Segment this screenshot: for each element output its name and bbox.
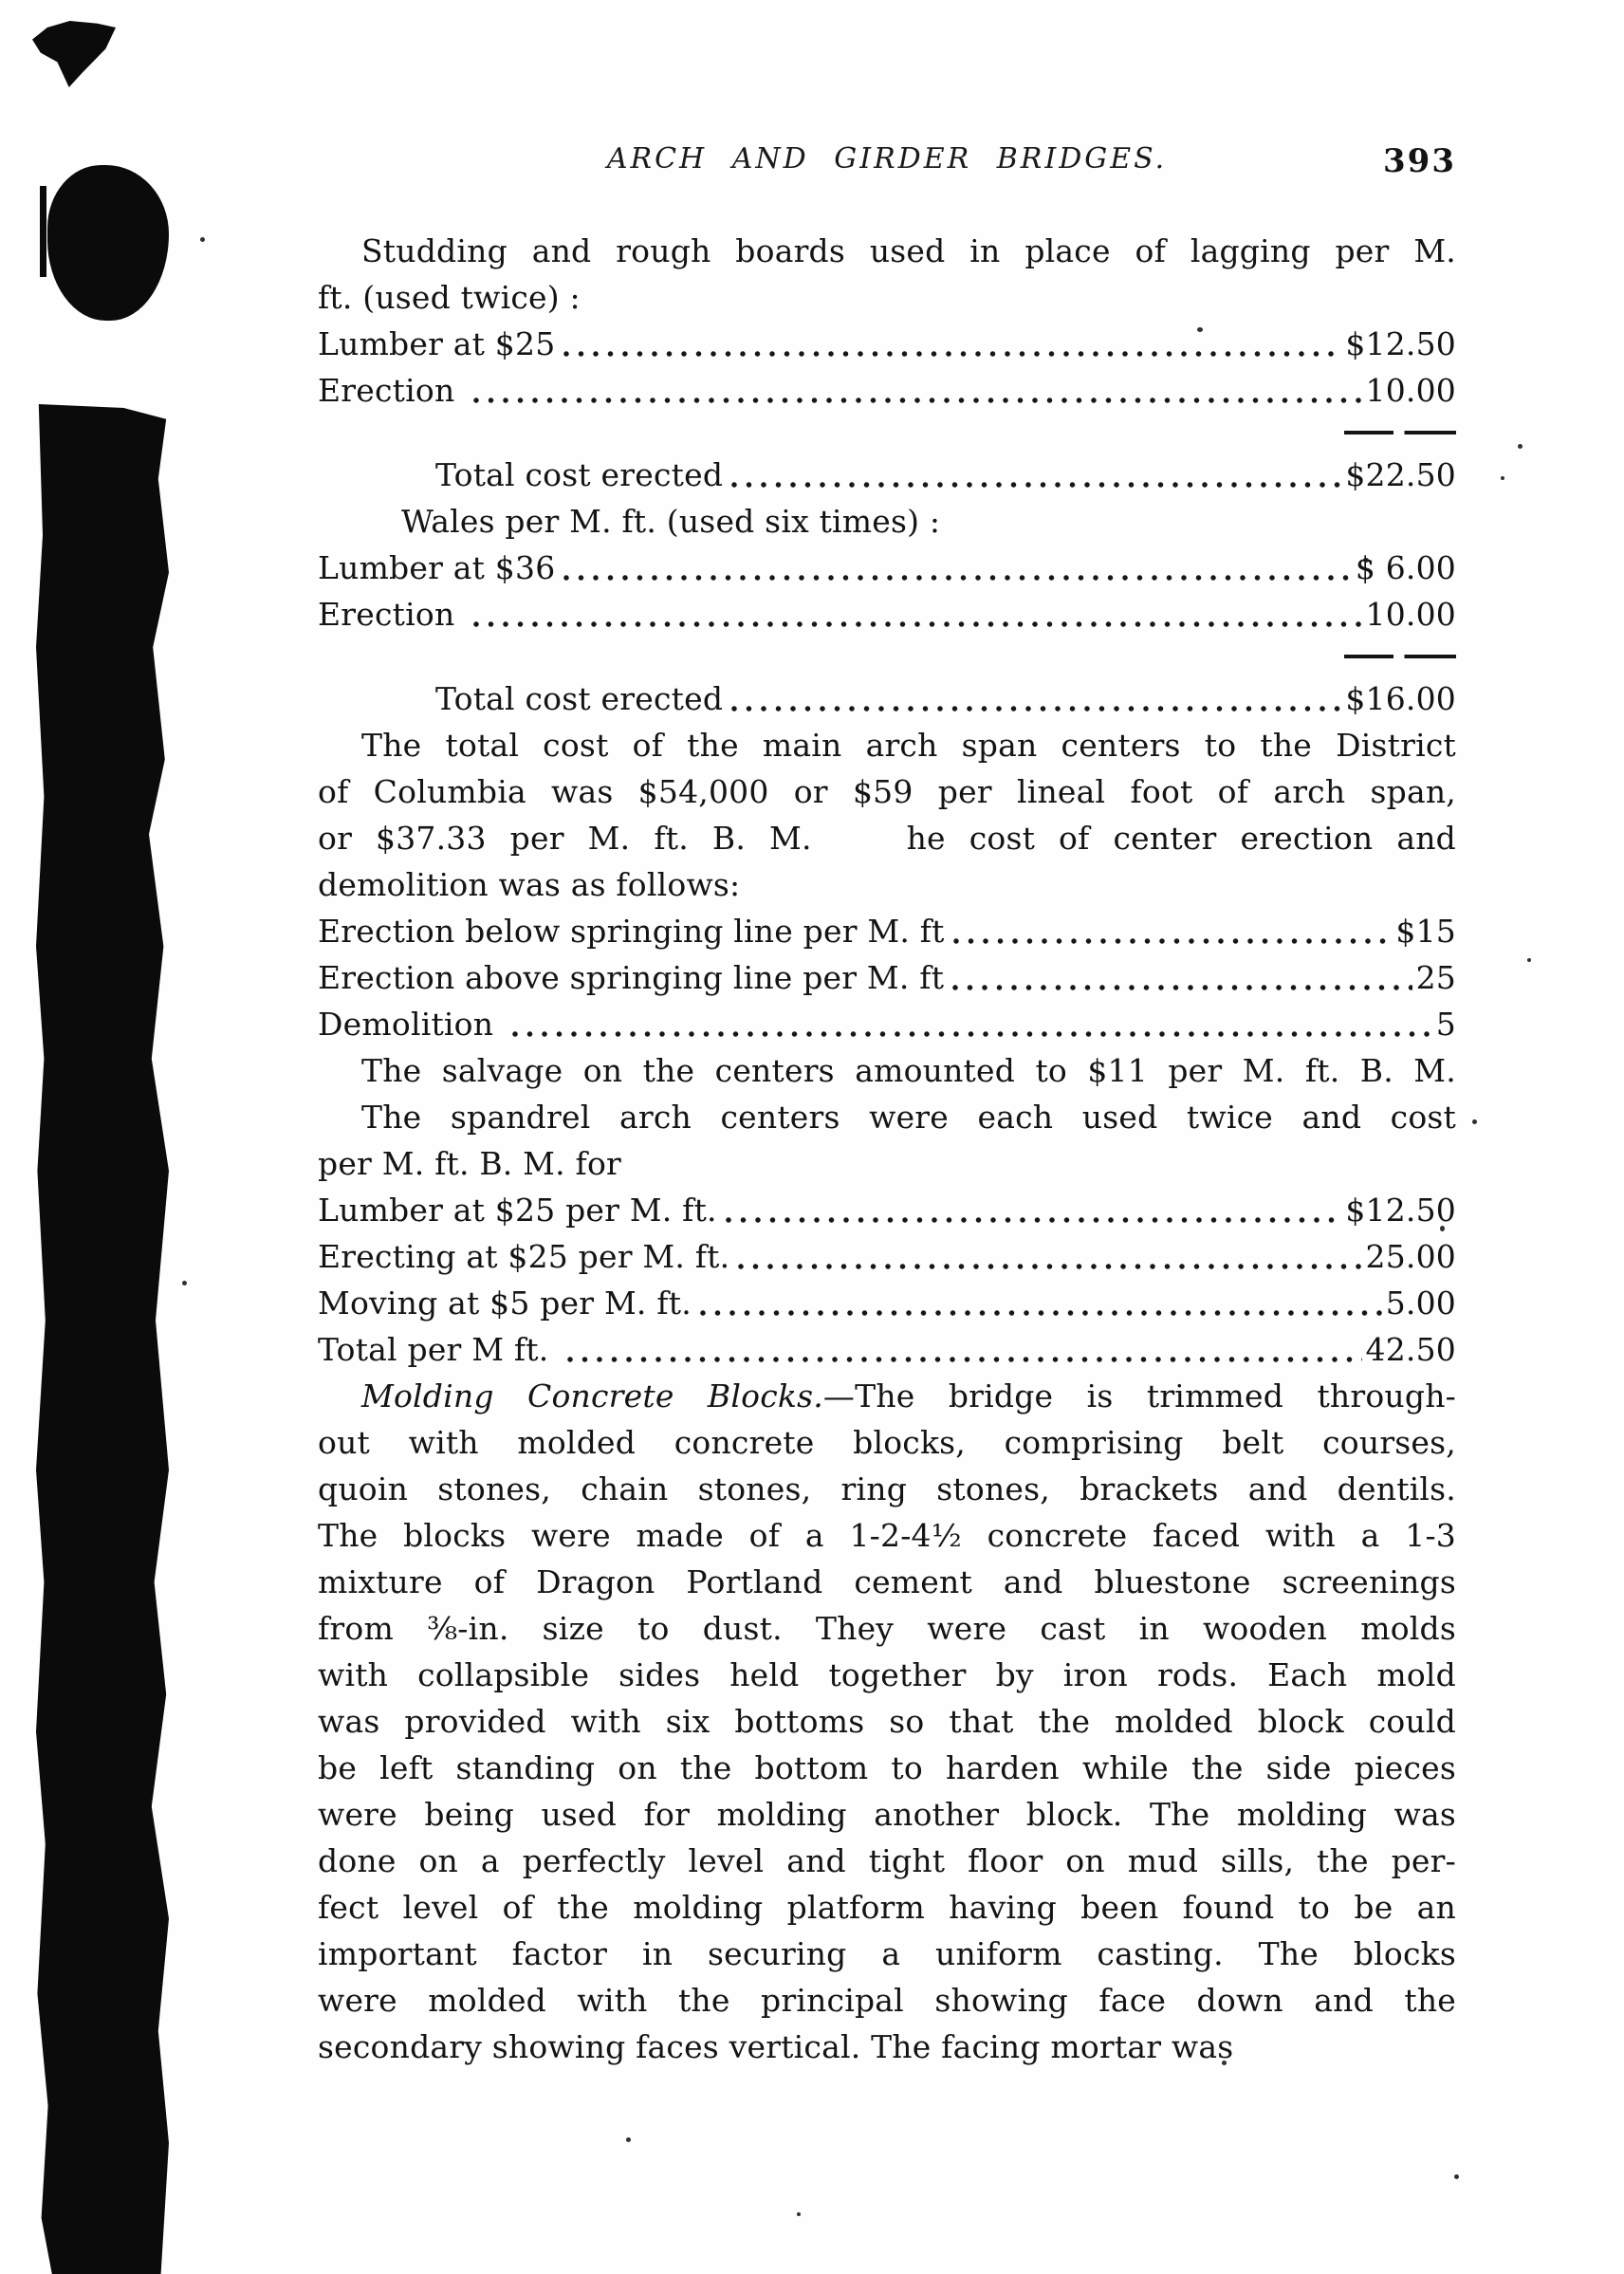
ink-streak-binding <box>36 404 169 2274</box>
cost-row-value: $22.50 <box>1345 456 1456 493</box>
paragraph-molding-line-4: The blocks were made of a 1-2-4½ concrete faced with a 1-3 <box>318 1517 1456 1554</box>
dot-leader <box>511 1028 1432 1038</box>
dot-leader <box>952 935 1393 945</box>
dot-leader <box>472 395 1361 404</box>
dot-leader <box>563 572 1351 582</box>
paragraph-molding-line-1 <box>318 1373 1456 1419</box>
running-header-title: ARCH AND GIRDER BRIDGES. <box>606 142 1168 176</box>
cost-row-value: $16.00 <box>1345 680 1456 717</box>
ink-blob-top <box>32 21 116 87</box>
ink-speck <box>626 2137 631 2142</box>
wales-heading: Wales per M. ft. (used six times) : <box>401 503 941 540</box>
cost-row-value: $ 6.00 <box>1355 549 1456 586</box>
cost-row-value: 5 <box>1435 1006 1456 1043</box>
paragraph-molding-line-14: were molded with the principal showing face down and the <box>318 1982 1456 2019</box>
paragraph-total-cost-line-2: of Columbia was $54,000 or $59 per lineal foot of arch span, <box>318 773 1456 810</box>
paragraph-molding-line-3: quoin stones, chain stones, ring stones, brackets and dentils. <box>318 1470 1456 1507</box>
text-column <box>318 0 1456 2070</box>
paragraph-molding-line-11: done on a perfectly level and tight floor on mud sills, the per- <box>318 1842 1456 1879</box>
cost-row-value: 25 <box>1415 959 1456 996</box>
ink-speck <box>797 2212 801 2216</box>
sum-rule <box>1344 431 1456 434</box>
ink-speck <box>182 1281 187 1285</box>
cost-row-demolition <box>318 1001 1456 1047</box>
cost-row-erection-2 <box>318 591 1456 638</box>
cost-row-total-erected-1 <box>318 452 1456 498</box>
page-header <box>318 142 1456 192</box>
paragraph-molding-line-6: from ⅜-in. size to dust. They were cast in wooden molds <box>318 1610 1456 1647</box>
dot-leader <box>566 1354 1361 1363</box>
cost-row-erection <box>318 367 1456 414</box>
cost-row-value: $12.50 <box>1345 325 1456 362</box>
dot-leader <box>730 479 1341 489</box>
paragraph-salvage: The salvage on the centers amounted to $11 per M. ft. B. M. <box>361 1052 1456 1089</box>
ink-speck <box>200 237 205 242</box>
ink-speck <box>1454 2174 1459 2179</box>
dot-leader <box>563 348 1341 358</box>
cost-row-label: Total cost erected <box>435 680 724 717</box>
cost-row-total-erected-2 <box>318 675 1456 722</box>
paragraph-molding-line-10: were being used for molding another block. The molding was <box>318 1796 1456 1833</box>
paragraph-molding-line-5: mixture of Dragon Portland cement and bluestone screenings <box>318 1563 1456 1600</box>
paragraph-molding-line-15: secondary showing faces vertical. The facing mortar was <box>318 2028 1234 2065</box>
ink-blob-upper <box>47 165 169 321</box>
cost-row-spandrel-total <box>318 1326 1456 1373</box>
cost-row-value: 5.00 <box>1385 1285 1456 1322</box>
dot-leader <box>951 982 1412 991</box>
dot-leader <box>737 1261 1361 1270</box>
cost-row-value: 10.00 <box>1365 372 1456 409</box>
cost-row-label: Erecting at $25 per M. ft. <box>318 1238 730 1275</box>
cost-row-erection-below <box>318 908 1456 954</box>
paragraph-total-cost-line-4: demolition was as follows: <box>318 866 741 903</box>
cost-row-label: Lumber at $36 <box>318 549 556 586</box>
ink-streak-fragment <box>40 186 46 277</box>
cost-row-erection-above <box>318 954 1456 1001</box>
cost-row-label: Total cost erected <box>435 456 724 493</box>
ink-speck <box>1527 958 1531 962</box>
paragraph-total-cost-line-1: The total cost of the main arch span centers to the District <box>361 727 1456 764</box>
cost-row-label: Erection <box>318 372 466 409</box>
cost-row-value: $12.50 <box>1345 1192 1456 1229</box>
paragraph-molding-line-2: out with molded concrete blocks, comprising belt courses, <box>318 1424 1456 1461</box>
ink-speck <box>1518 444 1522 449</box>
paragraph-spandrel-line-1: The spandrel arch centers were each used twice and cost <box>361 1099 1456 1136</box>
cost-row-label: Lumber at $25 <box>318 325 556 362</box>
dot-leader <box>730 703 1341 712</box>
dot-leader <box>725 1214 1342 1224</box>
paragraph-molding-line-13: important factor in securing a uniform casting. The blocks <box>318 1935 1456 1972</box>
dot-leader <box>472 619 1361 628</box>
paragraph-molding-line-12: fect level of the molding platform having been found to be an <box>318 1889 1456 1926</box>
cost-row-value: 25.00 <box>1365 1238 1456 1275</box>
ink-speck <box>1501 476 1504 480</box>
cost-row-label: Lumber at $25 per M. ft. <box>318 1192 717 1229</box>
cost-row-label: Erection <box>318 596 466 633</box>
ink-speck <box>1472 1119 1477 1124</box>
cost-row-label: Moving at $5 per M. ft. <box>318 1285 692 1322</box>
paragraph-studding-line-1: Studding and rough boards used in place of lagging per M. <box>361 232 1456 269</box>
cost-row-spandrel-lumber <box>318 1187 1456 1233</box>
cost-row-label: Erection above springing line per M. ft <box>318 959 945 996</box>
cost-row-value: 10.00 <box>1365 596 1456 633</box>
molding-line-1-rest: —The bridge is trimmed through- <box>822 1377 1456 1414</box>
cost-row-label: Erection below springing line per M. ft <box>318 913 945 950</box>
paragraph-molding-line-9: be left standing on the bottom to harden while the side pieces <box>318 1749 1456 1786</box>
paragraph-studding-line-2: ft. (used twice) : <box>318 279 581 316</box>
paragraph-molding-line-7: with collapsible sides held together by iron rods. Each mold <box>318 1656 1456 1693</box>
cost-row-lumber-36 <box>318 545 1456 591</box>
dot-leader <box>699 1307 1382 1317</box>
cost-row-label: Demolition <box>318 1006 504 1043</box>
cost-row-spandrel-moving <box>318 1280 1456 1326</box>
page-number: 393 <box>1383 142 1456 180</box>
cost-row-spandrel-erecting <box>318 1233 1456 1280</box>
sum-rule <box>1344 655 1456 658</box>
cost-row-value: $15 <box>1395 913 1456 950</box>
paragraph-spandrel-line-2: per M. ft. B. M. for <box>318 1145 621 1182</box>
cost-row-value: 42.50 <box>1365 1331 1456 1368</box>
paragraph-total-cost-line-3: or $37.33 per M. ft. B. M. he cost of center erection and <box>318 820 1456 857</box>
molding-section-lead: Molding Concrete Blocks. <box>361 1377 823 1414</box>
cost-row-lumber-25 <box>318 321 1456 367</box>
cost-row-label: Total per M ft. <box>318 1331 560 1368</box>
paragraph-molding-line-8: was provided with six bottoms so that the molded block could <box>318 1703 1456 1740</box>
